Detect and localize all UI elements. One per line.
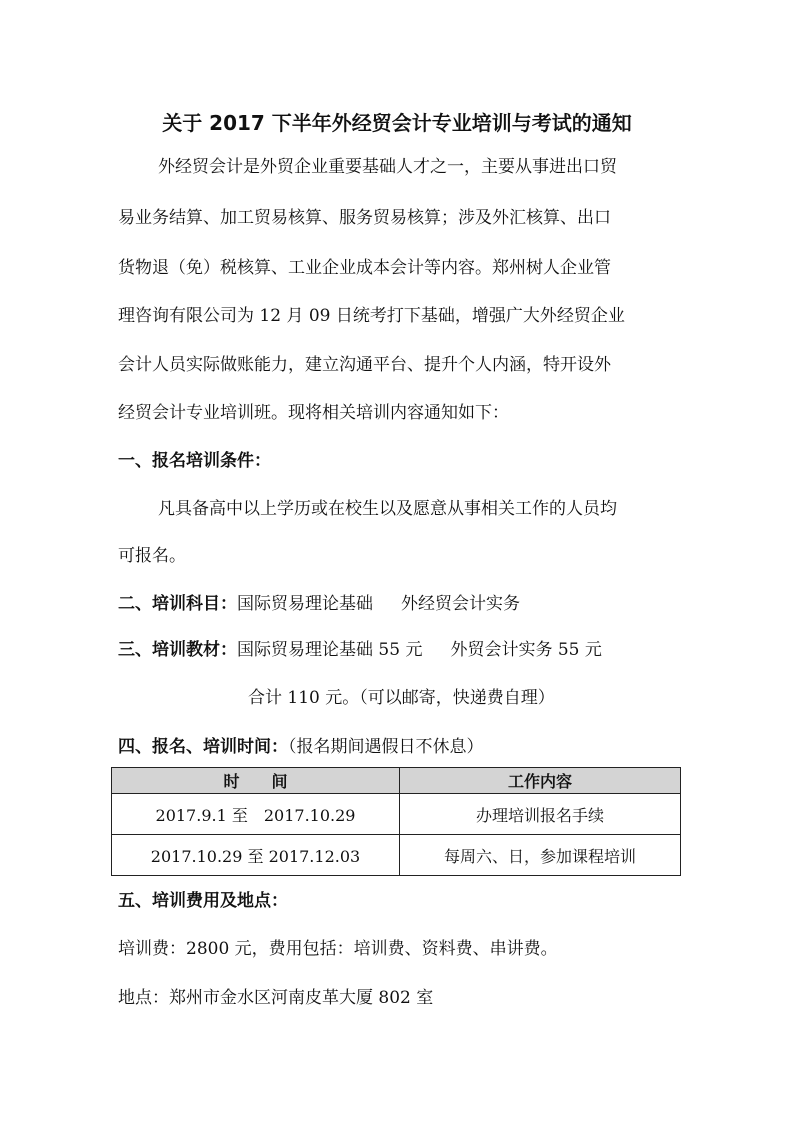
section5-address: 地点：郑州市金水区河南皮革大厦 802 室: [118, 988, 434, 1008]
intro-line-1: 外经贸会计是外贸企业重要基础人才之一，主要从事进出口贸: [158, 157, 617, 177]
schedule-table: [111, 767, 681, 876]
section4-note: （报名期间遇假日不休息）: [288, 737, 484, 757]
table-header-row: [112, 768, 681, 794]
section1-line-2: 可报名。: [118, 546, 186, 566]
section2-row: [118, 592, 520, 616]
section1-heading: 一、报名培训条件：: [118, 451, 271, 471]
table-row: [112, 835, 681, 876]
table-cell-content: 办理培训报名手续: [400, 794, 681, 835]
book-2: 外贸会计实务 55 元: [450, 640, 602, 660]
intro-line-3: 货物退（免）税核算、工业企业成本会计等内容。郑州树人企业管: [118, 258, 611, 278]
book-1: 国际贸易理论基础 55 元: [237, 640, 423, 660]
table-cell-time: 2017.9.1 至 2017.10.29: [112, 794, 400, 835]
intro-line-6: 经贸会计专业培训班。现将相关培训内容通知如下：: [118, 403, 509, 423]
table-header-time: 时 间: [112, 768, 400, 794]
section2-heading: 二、培训科目：: [118, 594, 237, 614]
section1-line-1: 凡具备高中以上学历或在校生以及愿意从事相关工作的人员均: [158, 499, 617, 519]
section5-fee: 培训费：2800 元，费用包括：培训费、资料费、串讲费。: [118, 939, 558, 959]
section4-heading: 四、报名、培训时间：: [118, 737, 288, 757]
table-row: [112, 794, 681, 835]
section3-heading: 三、培训教材：: [118, 640, 237, 660]
intro-line-2: 易业务结算、加工贸易核算、服务贸易核算；涉及外汇核算、出口: [118, 208, 611, 228]
section4-row: [118, 735, 484, 759]
document-title: 关于 2017 下半年外经贸会计专业培训与考试的通知: [162, 111, 632, 135]
table-cell-time: 2017.10.29 至 2017.12.03: [112, 835, 400, 876]
section3-total: 合计 110 元。（可以邮寄，快递费自理）: [248, 688, 555, 708]
section3-row: [118, 638, 602, 662]
table-header-content: 工作内容: [400, 768, 681, 794]
section5-heading: 五、培训费用及地点：: [118, 891, 288, 911]
subject-2: 外经贸会计实务: [401, 594, 520, 614]
intro-line-5: 会计人员实际做账能力，建立沟通平台、提升个人内涵，特开设外: [118, 355, 611, 375]
table-cell-content: 每周六、日，参加课程培训: [400, 835, 681, 876]
intro-line-4: 理咨询有限公司为 12 月 09 日统考打下基础，增强广大外经贸企业: [118, 306, 625, 326]
subject-1: 国际贸易理论基础: [237, 594, 373, 614]
